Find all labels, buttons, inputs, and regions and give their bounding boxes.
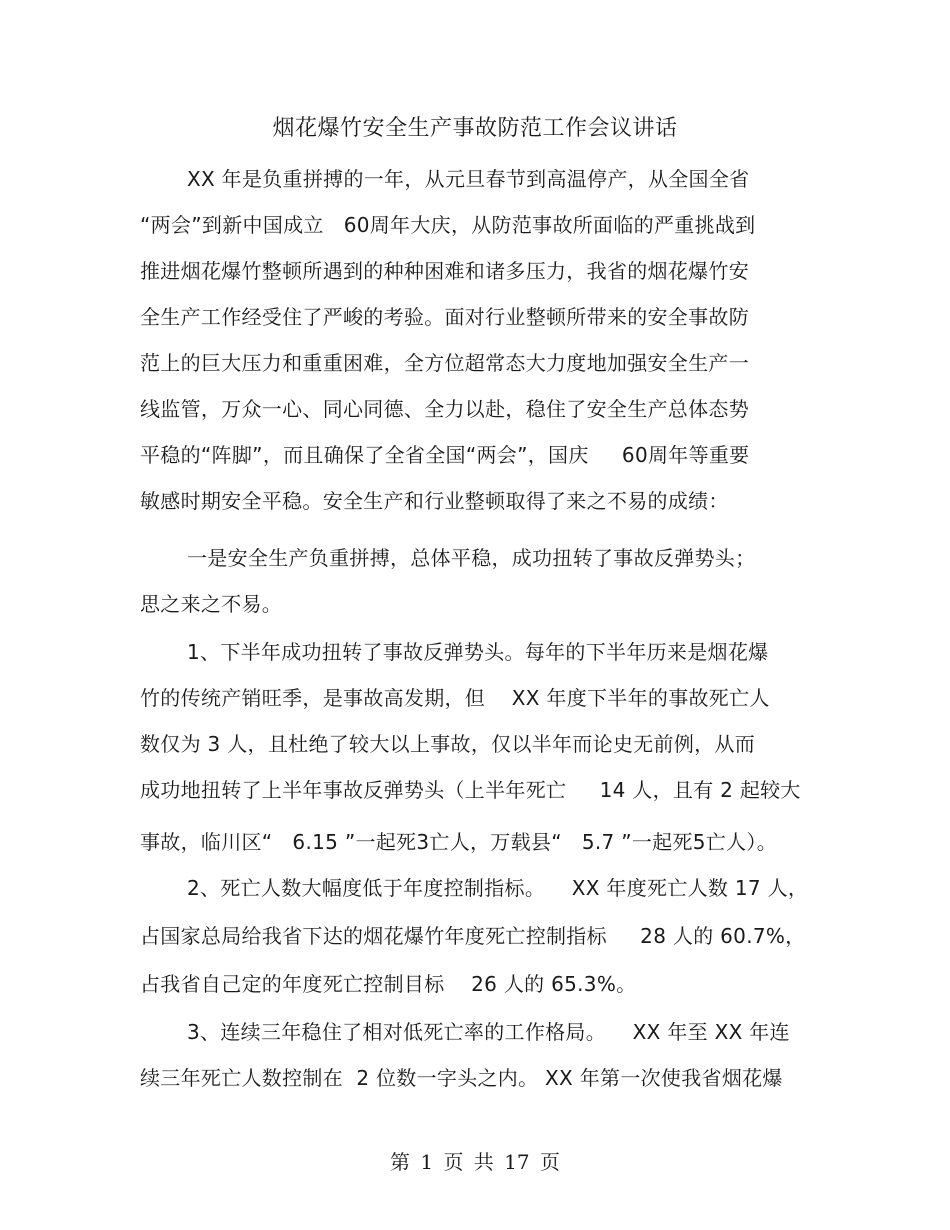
body-line: 全生产工作经受住了严峻的考验。面对行业整顿所带来的安全事故防: [140, 305, 749, 329]
document-title: 烟花爆竹安全生产事故防范工作会议讲话: [272, 116, 678, 141]
body-line: 推进烟花爆竹整顿所遇到的种种困难和诸多压力，我省的烟花爆竹安: [140, 259, 749, 283]
page-number: 第 1 页 共 17 页: [390, 1150, 560, 1174]
body-line: “两会”到新中国成立 60周年大庆，从防范事故所面临的严重挑战到: [140, 213, 756, 237]
body-line: 线监管，万众一心、同心同德、全力以赴，稳住了安全生产总体态势: [140, 397, 749, 421]
body-line: XX 年是负重拼搏的一年，从元旦春节到高温停产，从全国全省: [187, 167, 750, 191]
body-line: 事故，临川区“ 6.15 ”一起死3亡人，万载县“ 5.7 ”一起死5亡人）。: [140, 830, 777, 854]
body-line: 占我省自己定的年度死亡控制目标 26 人的 65.3%。: [140, 972, 637, 996]
body-line: 占国家总局给我省下达的烟花爆竹年度死亡控制指标 28 人的 60.7%，: [140, 924, 806, 948]
body-line: 2、死亡人数大幅度低于年度控制指标。 XX 年度死亡人数 17 人，: [187, 876, 809, 900]
body-line: 思之来之不易。: [140, 592, 283, 616]
body-line: 范上的巨大压力和重重困难，全方位超常态大力度地加强安全生产一: [140, 351, 749, 375]
body-line: 1、下半年成功扭转了事故反弹势头。每年的下半年历来是烟花爆: [187, 640, 769, 664]
body-line: 一是安全生产负重拼搏，总体平稳，成功扭转了事故反弹势头；: [187, 546, 756, 570]
body-line: 敏感时期安全平稳。安全生产和行业整顿取得了来之不易的成绩：: [140, 489, 729, 513]
body-line: 竹的传统产销旺季，是事故高发期，但 XX 年度下半年的事故死亡人: [140, 686, 770, 710]
body-line: 3、连续三年稳住了相对低死亡率的工作格局。 XX 年至 XX 年连: [187, 1020, 790, 1044]
body-line: 成功地扭转了上半年事故反弹势头（上半年死亡 14 人，且有 2 起较大: [140, 778, 801, 802]
body-line: 续三年死亡人数控制在 2 位数一字头之内。 XX 年第一次使我省烟花爆: [140, 1066, 783, 1090]
body-line: 平稳的“阵脚”，而且确保了全省全国“两会”，国庆 60周年等重要: [140, 443, 750, 467]
body-line: 数仅为 3 人，且杜绝了较大以上事故，仅以半年而论史无前例，从而: [140, 732, 756, 756]
